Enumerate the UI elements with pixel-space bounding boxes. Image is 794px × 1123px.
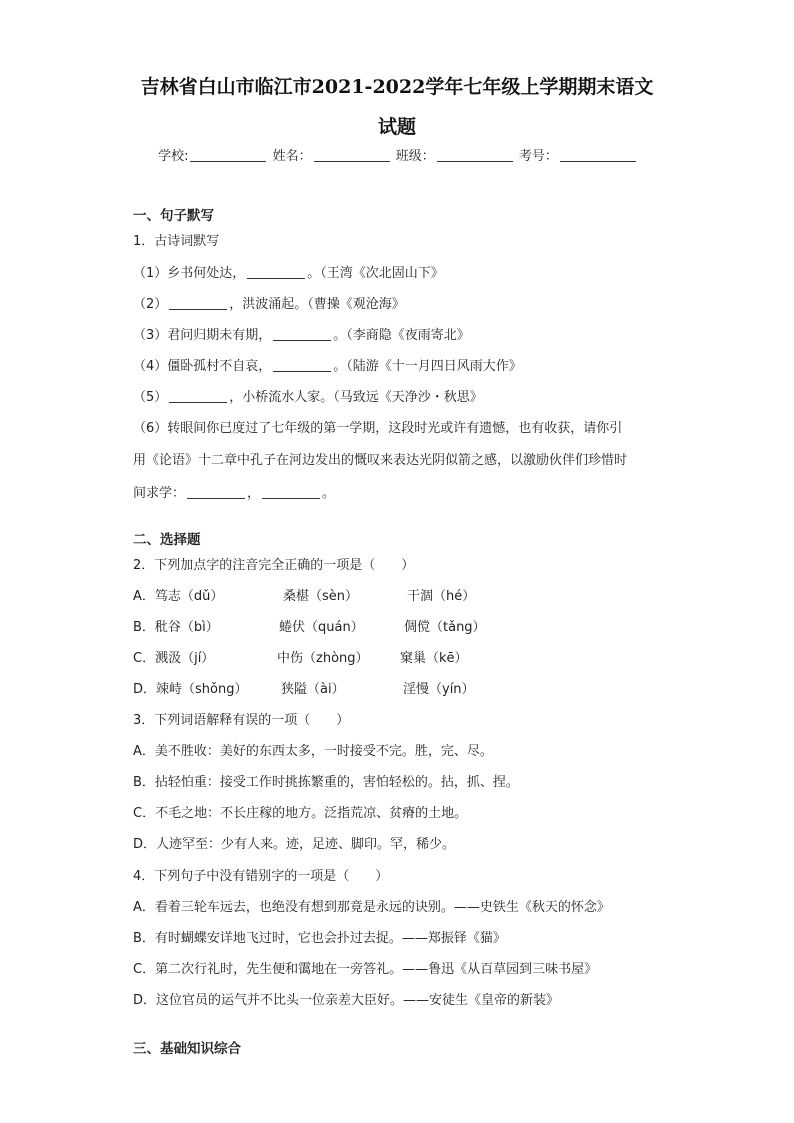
item-num: （1）: [133, 266, 168, 281]
q1-item-6-line1: （6）转眼间你已度过了七年级的第一学期，这段时光或许有遗憾，也有收获，请你引: [133, 421, 623, 436]
q3-stem: 3．下列词语解释有误的一项（ ）: [133, 713, 350, 728]
answer-blank[interactable]: [169, 296, 227, 310]
name-label: 姓名：: [272, 149, 312, 164]
exam-title-line1: 吉林省白山市临江市2021-2022学年七年级上学期期末语文: [140, 76, 654, 98]
option-term: 窠巢（kē）: [400, 651, 468, 666]
item6-mid: ，: [247, 486, 261, 501]
option-term: 倜傥（tǎng）: [404, 620, 486, 635]
answer-blank[interactable]: [273, 358, 331, 372]
option-term: 蜷伏（quán）: [279, 620, 364, 635]
class-blank[interactable]: [437, 148, 513, 162]
q4-option-a[interactable]: A．看着三轮车远去，也绝没有想到那竟是永远的诀别。——史铁生《秋天的怀念》: [133, 900, 610, 915]
student-info-row: [0, 145, 794, 164]
item-num: （2）: [133, 297, 168, 312]
item-num: （3）: [133, 328, 168, 343]
item-pre: 僵卧孤村不自哀，: [167, 359, 272, 374]
q3-option-a[interactable]: A．美不胜收：美好的东西太多，一时接受不完。胜，完、尽。: [133, 744, 493, 759]
item-pre: 乡书何处达，: [167, 266, 246, 281]
item-post: ，洪波涌起。（曹操《观沧海》: [229, 297, 405, 312]
q1-item-6-line3: [133, 485, 335, 502]
item6-post: 。: [322, 486, 336, 501]
exam-title-line2: 试题: [377, 116, 416, 138]
item-post: 。（陆游《十一月四日风雨大作》: [333, 359, 522, 374]
option-term: 中伤（zhòng）: [277, 651, 369, 666]
item-post: ，小桥流水人家。（马致远《天净沙・秋思》: [229, 390, 483, 405]
item-post: 。（李商隐《夜雨寄北》: [333, 328, 470, 343]
school-blank[interactable]: [190, 148, 266, 162]
option-term: B．秕谷（bì）: [133, 620, 219, 635]
option-term: 桑椹（sèn）: [283, 589, 359, 604]
class-label: 班级：: [395, 149, 435, 164]
school-label: 学校:: [158, 149, 189, 164]
answer-blank[interactable]: [262, 485, 320, 499]
answer-blank[interactable]: [273, 327, 331, 341]
q4-option-d[interactable]: D．这位官员的运气并不比头一位亲差大臣好。——安徒生《皇帝的新装》: [133, 993, 560, 1008]
number-label: 考号：: [518, 149, 558, 164]
q1-item-6-line2: 用《论语》十二章中孔子在河边发出的慨叹来表达光阴似箭之感，以激励伙伴们珍惜时: [133, 453, 628, 468]
section1-heading: 一、句子默写: [133, 208, 214, 224]
section2-heading: 二、选择题: [133, 532, 201, 548]
answer-blank[interactable]: [187, 485, 245, 499]
q3-option-d[interactable]: D．人迹罕至：少有人来。迹，足迹、脚印。罕，稀少。: [133, 837, 456, 852]
q1-item-1: [133, 265, 444, 282]
q4-option-c[interactable]: C．第二次行礼时，先生便和霭地在一旁答礼。——鲁迅《从百草园到三味书屋》: [133, 962, 598, 977]
option-term: D．竦峙（shǒng）: [133, 682, 248, 697]
q1-item-2: [133, 296, 405, 313]
option-term: 干涸（hé）: [407, 589, 476, 604]
item-pre: 君问归期未有期，: [167, 328, 272, 343]
item-num: （5）: [133, 390, 168, 405]
q2-stem: 2．下列加点字的注音完全正确的一项是（ ）: [133, 558, 415, 573]
q1-stem: 1．古诗词默写: [133, 234, 220, 249]
option-term: A．笃志（dǔ）: [133, 589, 224, 604]
option-term: 淫慢（yín）: [403, 682, 475, 697]
q1-item-5: [133, 389, 483, 406]
option-term: C．溅汲（jí）: [133, 651, 215, 666]
item-num: （4）: [133, 359, 168, 374]
q3-option-b[interactable]: B．拈轻怕重：接受工作时挑拣繁重的，害怕轻松的。拈，抓、捏。: [133, 775, 519, 790]
q4-option-b[interactable]: B．有时蝴蝶安详地飞过时，它也会扑过去捉。——郑振铎《猫》: [133, 931, 506, 946]
q4-stem: 4．下列句子中没有错别字的一项是（ ）: [133, 869, 389, 884]
item-post: 。（王湾《次北固山下》: [307, 266, 444, 281]
answer-blank[interactable]: [247, 265, 305, 279]
name-blank[interactable]: [314, 148, 390, 162]
item6-pre: 间求学：: [133, 486, 186, 501]
section3-heading: 三、基础知识综合: [133, 1041, 241, 1057]
q1-item-4: [133, 358, 522, 375]
q1-item-3: [133, 327, 470, 344]
number-blank[interactable]: [560, 148, 636, 162]
answer-blank[interactable]: [169, 389, 227, 403]
q3-option-c[interactable]: C．不毛之地：不长庄稼的地方。泛指荒凉、贫瘠的土地。: [133, 806, 468, 821]
option-term: 狭隘（ài）: [281, 682, 345, 697]
